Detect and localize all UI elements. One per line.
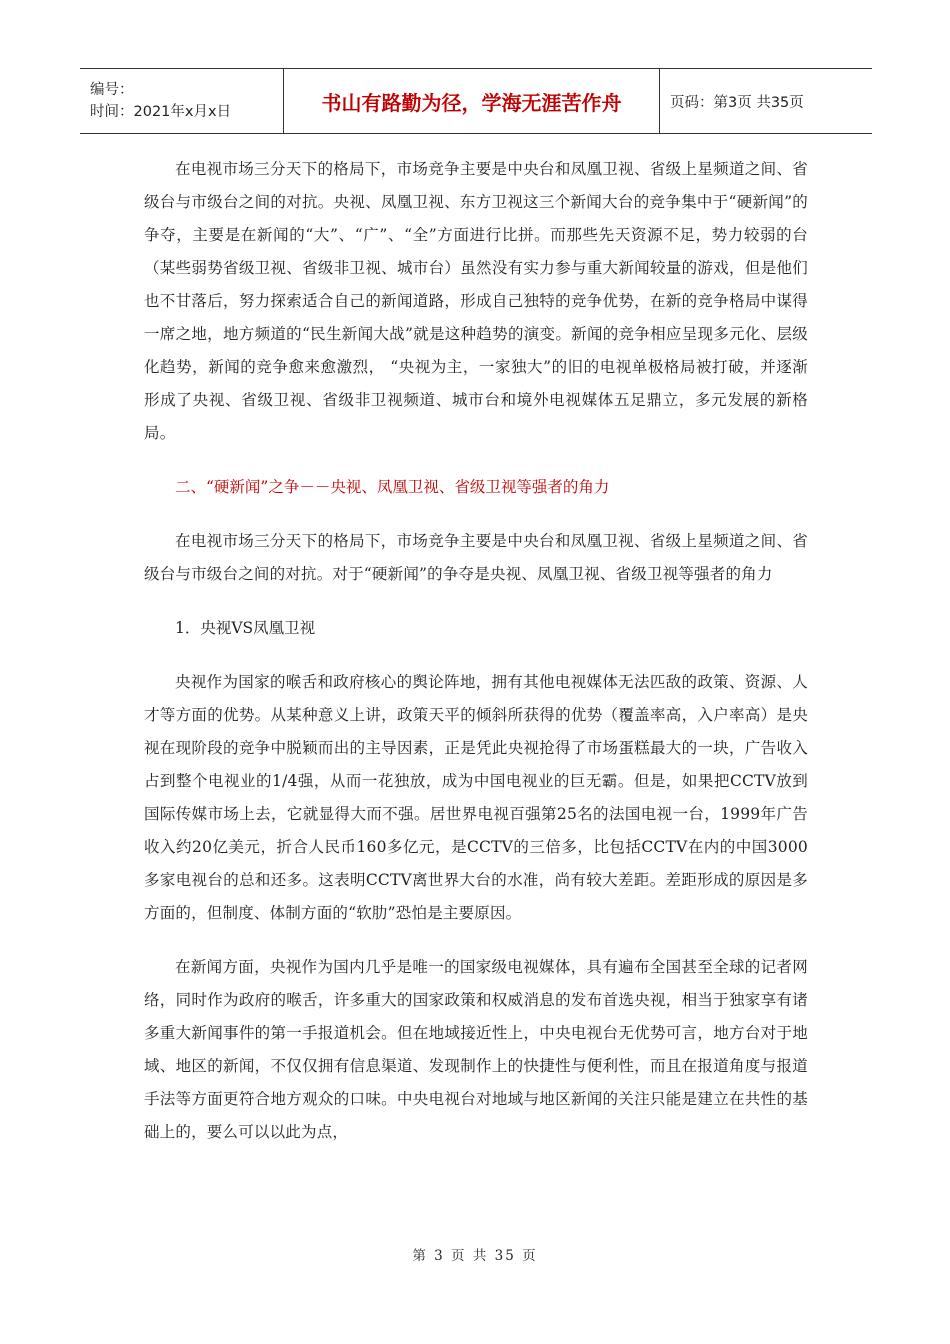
page-label: 页码：第3页 共35页 (670, 94, 804, 111)
header-motto (284, 69, 660, 133)
paragraph-3: 央视作为国家的喉舌和政府核心的舆论阵地，拥有其他电视媒体无法匹敌的政策、资源、人才等方面的优势。从某种意义上讲，政策天平的倾斜所获得的优势（覆盖率高，入户率高）是央视在现阶段的竞争中脱颖而出的主导因素，正是凭此央视抢得了市场蛋糕最大的一块，广告收入占到整个电视业的1/4强，从而一花独放，成为中国电视业的巨无霸。但是，如果把CCTV放到国际传媒市场上去，它就显得大而不强。居世界电视百强第25名的法国电视一台，1999年广告收入约20亿美元，折合人民币160多亿元，是CCTV的三倍多，比包括CCTV在内的中国3000多家电视台的总和还多。这表明CCTV离世界大台的水准，尚有较大差距。差距形成的原因是多方面的，但制度、体制方面的“软肋”恐怕是主要原因。 (144, 673, 808, 922)
paragraph-1: 在电视市场三分天下的格局下，市场竞争主要是中央台和凤凰卫视、省级上星频道之间、省级台与市级台之间的对抗。央视、凤凰卫视、东方卫视这三个新闻大台的竞争集中于“硬新闻”的争夺，主要是在新闻的“大”、“广”、“全”方面进行比拼。而那些先天资源不足，势力较弱的台（某些弱势省级卫视、省级非卫视、城市台）虽然没有实力参与重大新闻较量的游戏，但是他们也不甘落后，努力探索适合自己的新闻道路，形成自己独特的竞争优势，在新的竞争格局中谋得一席之地，地方频道的“民生新闻大战”就是这种趋势的演变。新闻的竞争相应呈现多元化、层级化趋势，新闻的竞争愈来愈激烈， “央视为主，一家独大”的旧的电视单极格局被打破，并逐渐形成了央视、省级卫视、省级非卫视频道、城市台和境外电视媒体五足鼎立，多元发展的新格局。 (144, 160, 808, 442)
footer-page-number: 第 3 页 共 35 页 (412, 1248, 538, 1264)
motto-text: 书山有路勤为径，学海无涯苦作舟 (321, 90, 622, 115)
page-footer (0, 1244, 950, 1264)
header-meta (80, 69, 284, 133)
document-body (144, 153, 808, 1149)
code-label: 编号： (90, 82, 134, 98)
header-page (660, 69, 872, 133)
paragraph-4: 在新闻方面，央视作为国内几乎是唯一的国家级电视媒体，具有遍布全国甚至全球的记者网络，同时作为政府的喉舌，许多重大的国家政策和权威消息的发布首选央视，相当于独家享有诸多重大新闻事件的第一手报道机会。但在地域接近性上，中央电视台无优势可言，地方台对于地域、地区的新闻，不仅仅拥有信息渠道、发现制作上的快捷性与便利性，而且在报道角度与报道手法等方面更符合地方观众的口味。中央电视台对地域与地区新闻的关注只能是建立在共性的基础上的，要么可以以此为点， (144, 958, 808, 1141)
document-header (80, 68, 872, 134)
paragraph-2: 在电视市场三分天下的格局下，市场竞争主要是中央台和凤凰卫视、省级上星频道之间、省级台与市级台之间的对抗。对于“硬新闻”的争夺是央视、凤凰卫视、省级卫视等强者的角力 (144, 532, 808, 583)
section-heading: 二、“硬新闻”之争－－央视、凤凰卫视、省级卫视等强者的角力 (175, 478, 610, 496)
subheading: 1．央视VS凤凰卫视 (175, 619, 316, 637)
time-label: 时间：2021年x月x日 (90, 104, 232, 120)
